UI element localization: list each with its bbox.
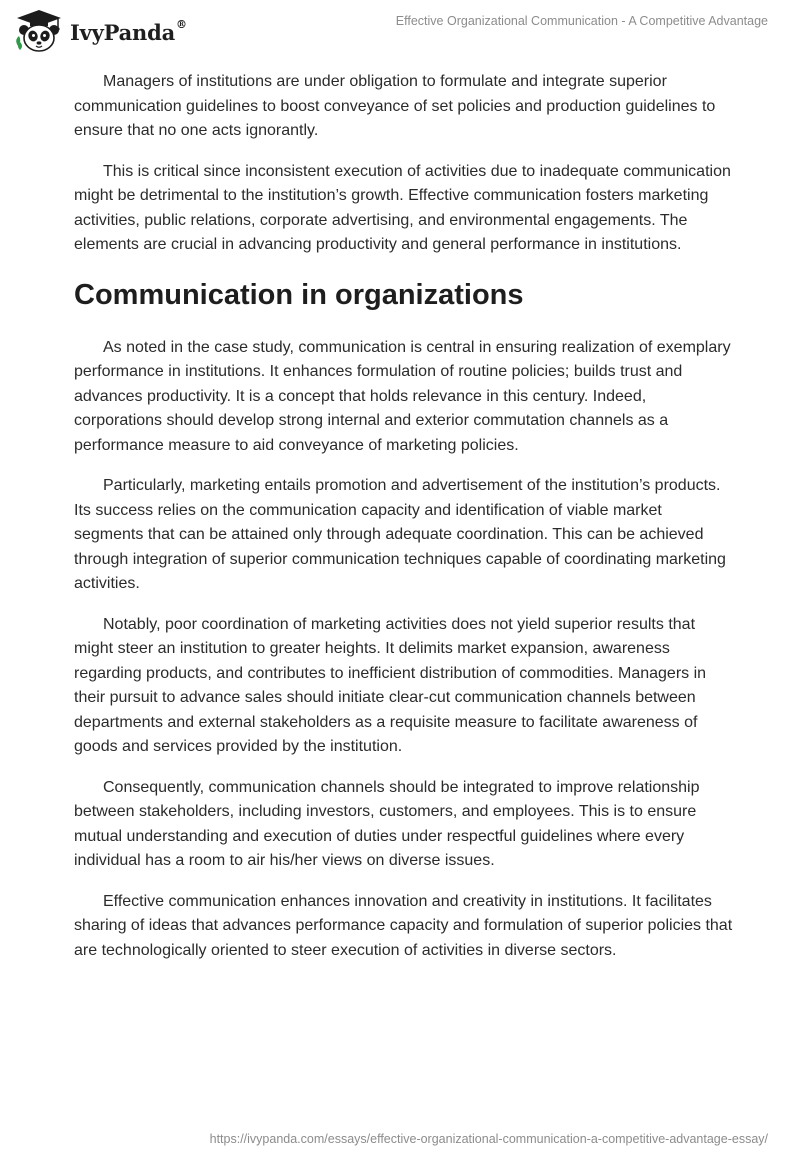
essay-content xyxy=(74,70,734,979)
panda-graduation-cap-icon xyxy=(14,8,64,54)
document-title: Effective Organizational Communication - A Competitive Advantage xyxy=(395,14,768,28)
paragraph: Consequently, communication channels should be integrated to improve relationship between stakeholders, including investors, customers, and employees. This is to ensure mutual understanding and execution of duties under respectful guidelines where every individual has a room to air his/her views on diverse issues. xyxy=(74,778,700,869)
paragraph: Managers of institutions are under obligation to formulate and integrate superior communication guidelines to boost conveyance of set policies and production guidelines to ensure that no one acts ignorantly. xyxy=(74,73,716,139)
page-header xyxy=(0,0,800,60)
logo-wordmark: IvyPanda® xyxy=(70,17,187,45)
paragraph: Particularly, marketing entails promotion and advertisement of the institution’s products. Its success relies on the communication capacity and identification of viable market segments that can be attained only through adequate coordination. This can be achieved through integration of superior communication techniques capable of coordinating marketing activities. xyxy=(74,477,726,592)
paragraph: Notably, poor coordination of marketing activities does not yield superior results that might steer an institution to greater heights. It delimits market expansion, awareness regarding products, and contributes to inefficient distribution of commodities. Managers in their pursuit to advance sales should initiate clear-cut communication channels between departments and external stakeholders as a requisite measure to facilitate awareness of goods and services provided by the institution. xyxy=(74,615,707,755)
paragraph: As noted in the case study, communication is central in ensuring realization of exemplary performance in institutions. It enhances formulation of routine policies; builds trust and advances productivity. It is a concept that holds relevance in this century. Indeed, corporations should develop strong internal and exterior commutation channels as a performance measure to aid conveyance of marketing policies. xyxy=(74,338,731,454)
section-heading: Communication in organizations xyxy=(74,278,524,311)
paragraph: Effective communication enhances innovation and creativity in institutions. It facilitates sharing of ideas that advances performance capacity and formulation of superior policies that are technologically oriented to steer execution of activities in diverse sectors. xyxy=(74,892,733,959)
paragraph: This is critical since inconsistent execution of activities due to inadequate communication might be detrimental to the institution’s growth. Effective communication fosters marketing activities, public relations, corporate advertising, and environmental engagements. The elements are crucial in advancing productivity and general performance in institutions. xyxy=(74,162,731,253)
ivypanda-logo[interactable] xyxy=(14,8,187,54)
source-url[interactable]: https://ivypanda.com/essays/effective-organizational-communication-a-competitive-advantage-essay/ xyxy=(209,1132,768,1146)
